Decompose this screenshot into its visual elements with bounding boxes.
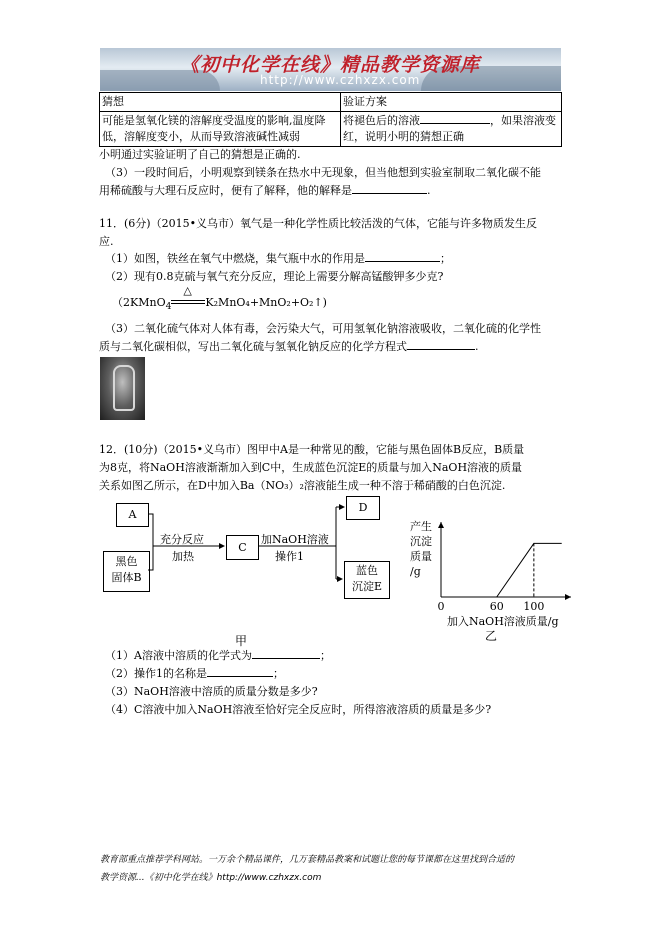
q12-title-1: 12．(10分)（2015•义乌市）图甲中A是一种常见的酸，它能与黑色固体B反应，B质量	[99, 443, 525, 456]
flow-box-b-line1: 黑色	[115, 555, 138, 568]
plan-line-1b: ，如果溶液变	[490, 114, 556, 127]
text-line-conclusion: 小明通过实验证明了自己的猜想是正确的.	[99, 148, 301, 161]
flow-caption-jia: 甲	[235, 634, 248, 648]
q3-period: .	[427, 184, 431, 197]
footer-line-1: 教育部重点推荐学科网站。一万余个精品课件，几万套精品教案和试题让您的每节课都在这里找到合适的	[100, 855, 515, 865]
q12-title-2: 为8克，将NaOH溶液渐渐加入到C中，生成蓝色沉淀E的质量与加入NaOH溶液的质量	[99, 461, 523, 474]
ylabel-line-3: 质量	[410, 550, 432, 563]
eq-condition: △	[183, 284, 192, 297]
chart-x-tick-0: 0	[437, 600, 445, 613]
flow-step1-top: 充分反应	[160, 533, 204, 546]
answer-blank-q12-1	[252, 647, 320, 659]
footer-line-2: 教学资源...《初中化学在线》http://www.czhxzx.com	[100, 873, 322, 883]
q12-part2-text: （2）操作1的名称是	[105, 667, 207, 680]
eq-sub: 4	[165, 301, 172, 313]
q12-part1-text: （1）A溶液中溶质的化学式为	[105, 649, 252, 662]
q12-part4: （4）C溶液中加入NaOH溶液至恰好完全反应时，所得溶液溶质的质量是多少?	[105, 703, 492, 716]
q12-part3: （3）NaOH溶液中溶质的质量分数是多少?	[105, 685, 318, 698]
flow-box-d: D	[346, 496, 380, 520]
q11-part3a: （3）二氧化硫气体对人体有毒，会污染大气，可用氢氧化钠溶液吸收，二氧化硫的化学性	[105, 322, 541, 335]
text-line-q3a: （3）一段时间后，小明观察到镁条在热水中无现象，但当他想到实验室制取二氧化碳不能	[105, 166, 541, 179]
q11-part1-semicolon: ；	[440, 252, 451, 265]
q11-part3b-period: .	[475, 340, 479, 353]
ylabel-line-4: /g	[410, 565, 421, 578]
q3-text: 用稀硫酸与大理石反应时，便有了解释，他的解释是	[99, 184, 352, 197]
hypothesis-line-1: 可能是氢氧化镁的溶解度受温度的影响,温度降	[102, 114, 326, 127]
flow-box-a: A	[116, 503, 149, 527]
chart-caption-yi: 乙	[485, 629, 498, 643]
chart-x-tick-100: 100	[523, 600, 545, 613]
chart-x-tick-60: 60	[489, 600, 504, 613]
q11-title-2: 应.	[99, 235, 114, 248]
q12-part2	[105, 665, 284, 682]
q12-part1-semicolon: ；	[319, 649, 331, 662]
table-head-hypothesis: 猜想	[100, 93, 341, 112]
flow-box-c: C	[226, 535, 259, 560]
q11-part2: （2）现有0.8克硫与氧气充分反应，理论上需要分解高锰酸钾多少克?	[105, 270, 444, 283]
q12-title-3: 关系如图乙所示，在D中加入Ba（NO₃）₂溶液能生成一种不溶于稀硝酸的白色沉淀.	[99, 479, 506, 492]
q12-part2-semicolon: ；	[273, 667, 284, 680]
flow-step2-top: 加NaOH溶液	[261, 533, 329, 546]
answer-blank-q12-2	[207, 665, 273, 677]
eq-right: K₂MnO₄+MnO₂+O₂↑)	[205, 296, 327, 309]
chart-series-line	[441, 543, 562, 597]
q12-part1	[105, 647, 331, 664]
flow-box-e-line1: 蓝色	[356, 564, 378, 577]
q11-part3b-text: 质与二氧化碳相似，写出二氧化硫与氢氧化钠反应的化学方程式	[99, 340, 407, 353]
banner-title: 《初中化学在线》精品教学资源库	[180, 54, 481, 76]
hypothesis-line-2: 低，溶解度变小，从而导致溶液碱性减弱	[102, 130, 300, 143]
ylabel-line-2: 沉淀	[410, 535, 432, 548]
flow-box-b-line2: 固体B	[111, 571, 142, 584]
chart-x-arrow	[565, 594, 571, 600]
plan-line-1a: 将褪色后的溶液	[343, 114, 420, 127]
table-head-plan: 验证方案	[341, 93, 562, 112]
plan-line-2: 红，说明小明的猜想正确	[343, 130, 464, 143]
chart-y-arrow	[438, 522, 444, 528]
q11-title-1: 11．(6分)（2015•义乌市）氧气是一种化学性质比较活泼的气体，它能与许多物质发生反	[99, 217, 538, 230]
flow-step1-bottom: 加热	[172, 550, 194, 563]
eq-left: （2KMnO	[112, 296, 166, 309]
flow-step2-bottom: 操作1	[275, 550, 304, 563]
chart-xlabel: 加入NaOH溶液质量/g	[447, 615, 559, 628]
banner-url: http://www.czhxzx.com	[260, 73, 421, 87]
q11-part1-text: （1）如图，铁丝在氧气中燃烧，集气瓶中水的作用是	[105, 252, 365, 265]
ylabel-line-1: 产生	[410, 520, 432, 533]
flow-box-e-line2: 沉淀E	[351, 580, 383, 593]
